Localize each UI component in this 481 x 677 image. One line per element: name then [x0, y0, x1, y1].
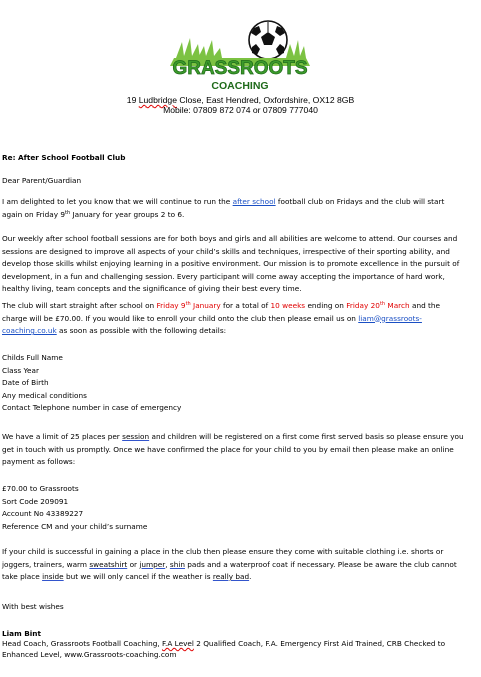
list-item: Sort Code 209091 [2, 496, 69, 506]
letter-salutation: Dear Parent/Guardian [2, 176, 82, 185]
p4-text-a: We have a limit of 25 places per [2, 432, 123, 441]
list-item: Reference CM and your child’s surname [2, 521, 148, 531]
list-item: Any medical conditions [2, 390, 87, 400]
sig-fa-level: F.A Level [161, 639, 194, 648]
paragraph-intro [2, 196, 478, 221]
shin-word: shin [169, 559, 185, 569]
really-bad-word: really bad [212, 572, 250, 581]
sig-line2: Enhanced Level, www.Grassroots-coaching.com [2, 650, 177, 659]
p3-text-d: and the [409, 301, 440, 310]
letter-subject: Re: After School Football Club [2, 153, 126, 162]
p4-text-b: and children will be registered on a first come first served basis so please ensure you [149, 432, 464, 441]
p5-text-f: but we will only cancel if the weather is [63, 572, 213, 581]
details-list [2, 352, 478, 415]
p5-text-c: , [165, 559, 170, 569]
p1-sup: th [65, 209, 71, 216]
p3-text-b: for a total of [220, 301, 271, 310]
grassroots-coaching-logo [170, 18, 310, 94]
p5-text-g: . [249, 572, 252, 581]
p1-text-c: again on Friday 9 [2, 209, 66, 219]
p3-text-a: The club will start straight after school on [2, 301, 157, 310]
p5-text-e: take place [2, 572, 43, 581]
phone-line: Mobile: 07809 872 074 or 07809 777040 [163, 105, 318, 115]
p1-text-d: January for year groups 2 to 6. [70, 209, 185, 219]
logo-graphic [170, 18, 310, 94]
p1-text-b: football club on Fridays and the club will start [275, 197, 445, 206]
letter-closing: With best wishes [2, 602, 64, 611]
sweatshirt-word: sweatshirt [89, 559, 128, 569]
p3-text-c: ending on [305, 301, 347, 310]
p1-text-a: I am delighted to let you know that we will continue to run the [2, 197, 233, 206]
address-line [0, 95, 481, 105]
list-item: Date of Birth [2, 378, 49, 387]
sig-text-b: 2 Qualified Coach, F.A. Emergency First Aid Trained, CRB Checked to [193, 639, 446, 648]
list-item: Class Year [2, 365, 39, 375]
p5-text-a: joggers, trainers, warm [2, 559, 90, 569]
sig-text-a: Head Coach, Grassroots Football Coaching, [2, 639, 162, 648]
inside-word: inside [42, 572, 64, 581]
start-date: Friday 9th January [156, 301, 221, 310]
list-item: Contact Telephone number in case of emergency [2, 403, 182, 412]
session-word: session [122, 432, 150, 441]
logo-subword: COACHING [211, 80, 269, 92]
end-date: Friday 20th March [346, 301, 410, 310]
p2-line: development, in a fun and challenging session. Every participant will come away accepting the importance of hard work, [2, 271, 445, 281]
payment-details [2, 483, 478, 533]
weeks-count: 10 weeks [270, 301, 306, 310]
p2-line: Our weekly after school football sessions are for both boys and girls and all abilities are welcome to attend. Our courses and [2, 234, 458, 243]
p3-text-e: charge will be £70.00. If you would like to enroll your child onto the club then please email us on [2, 313, 359, 323]
address-pre: 19 [126, 95, 139, 105]
football-icon [249, 21, 287, 59]
list-item: Childs Full Name [2, 353, 63, 362]
list-item: £70.00 to Grassroots [2, 484, 79, 493]
p4-line2: get in touch with us promptly. Once we have confirmed the place for your child to you by email then please make an online [2, 444, 454, 454]
p3-text-f: as soon as possible with the following details: [56, 326, 227, 335]
jumper-word: jumper [139, 559, 166, 569]
paragraph-clothing [2, 546, 478, 584]
p5-text-b: or [127, 559, 140, 569]
p5-line1: If your child is successful in gaining a place in the club then please ensure they come with suitable clothing i.e. shorts or [2, 547, 444, 556]
p4-line3: payment as follows: [2, 457, 76, 466]
address-post: Close, East Hendred, Oxfordshire, OX12 8GB [176, 95, 355, 105]
list-item: Account No 43389227 [2, 509, 84, 518]
signature-details [2, 638, 478, 660]
p2-line: healthy living, team concepts and the significance of giving their best every time. [2, 284, 302, 293]
paragraph-dates [2, 300, 478, 338]
signature-name: Liam Bint [2, 629, 41, 638]
email-link[interactable]: liam@grassroots- coaching.co.uk [2, 313, 422, 335]
p5-text-d: pads and a waterproof coat if necessary. Please be aware the club cannot [184, 559, 457, 569]
logo-wordmark: GRASSROOTS [172, 58, 308, 79]
p2-line: develop those skills whilst enjoying learning in a positive environment. Our mission is to promote excellence in the pursuit of [2, 259, 460, 268]
address-street: Ludbridge [138, 95, 177, 105]
paragraph-about [2, 233, 478, 296]
p2-line: sessions are designed to improve all aspects of your child’s skills and techniques, irrespective of their sporting ability, and [2, 246, 450, 256]
after-school-link[interactable]: after school [232, 197, 276, 206]
paragraph-places [2, 431, 478, 469]
